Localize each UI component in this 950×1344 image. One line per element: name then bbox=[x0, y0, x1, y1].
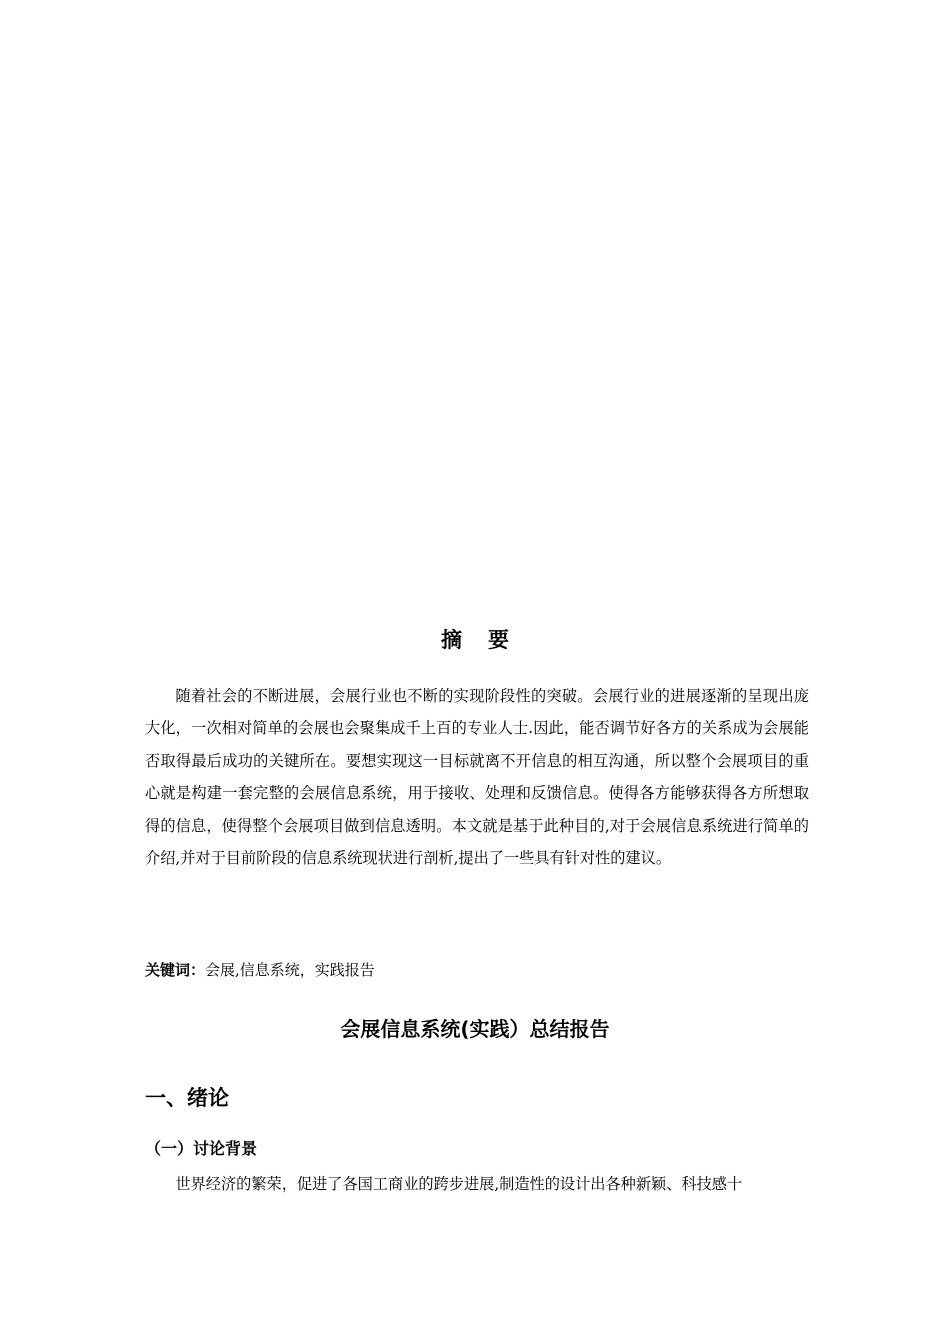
keywords-value: 会展,信息系统，实践报告 bbox=[205, 961, 375, 979]
subsection-heading-background: （一）讨论背景 bbox=[145, 1139, 258, 1158]
abstract-title-part1: 摘 bbox=[441, 628, 462, 652]
keywords-label: 关键词： bbox=[145, 961, 206, 979]
report-title: 会展信息系统(实践）总结报告 bbox=[340, 1017, 610, 1041]
background-paragraph: 世界经济的繁荣，促进了各国工商业的跨步进展,制造性的设计出各种新颖、科技感十 bbox=[175, 1175, 743, 1193]
abstract-title bbox=[0, 624, 950, 654]
abstract-body: 随着社会的不断进展，会展行业也不断的实现阶段性的突破。会展行业的进展逐渐的呈现出庞大化，一次相对简单的会展也会聚集成千上百的专业人士.因此，能否调节好各方的关系成为会展能否取得最后成功的关键所在。要想实现这一目标就离不开信息的相互沟通，所以整个会展项目的重心就是构建一套完整的会展信息系统，用于接收、处理和反馈信息。使得各方能够获得各方所想取得的信息，使得整个会展项目做到信息透明。本文就是基于此种目的,对于会展信息系统进行简单的介绍,并对于目前阶段的信息系统现状进行剖析,提出了一些具有针对性的建议。 bbox=[145, 687, 809, 868]
keywords-line bbox=[145, 957, 809, 983]
section-heading-introduction: 一、绪论 bbox=[145, 1086, 229, 1110]
abstract-title-part2: 要 bbox=[488, 628, 509, 652]
